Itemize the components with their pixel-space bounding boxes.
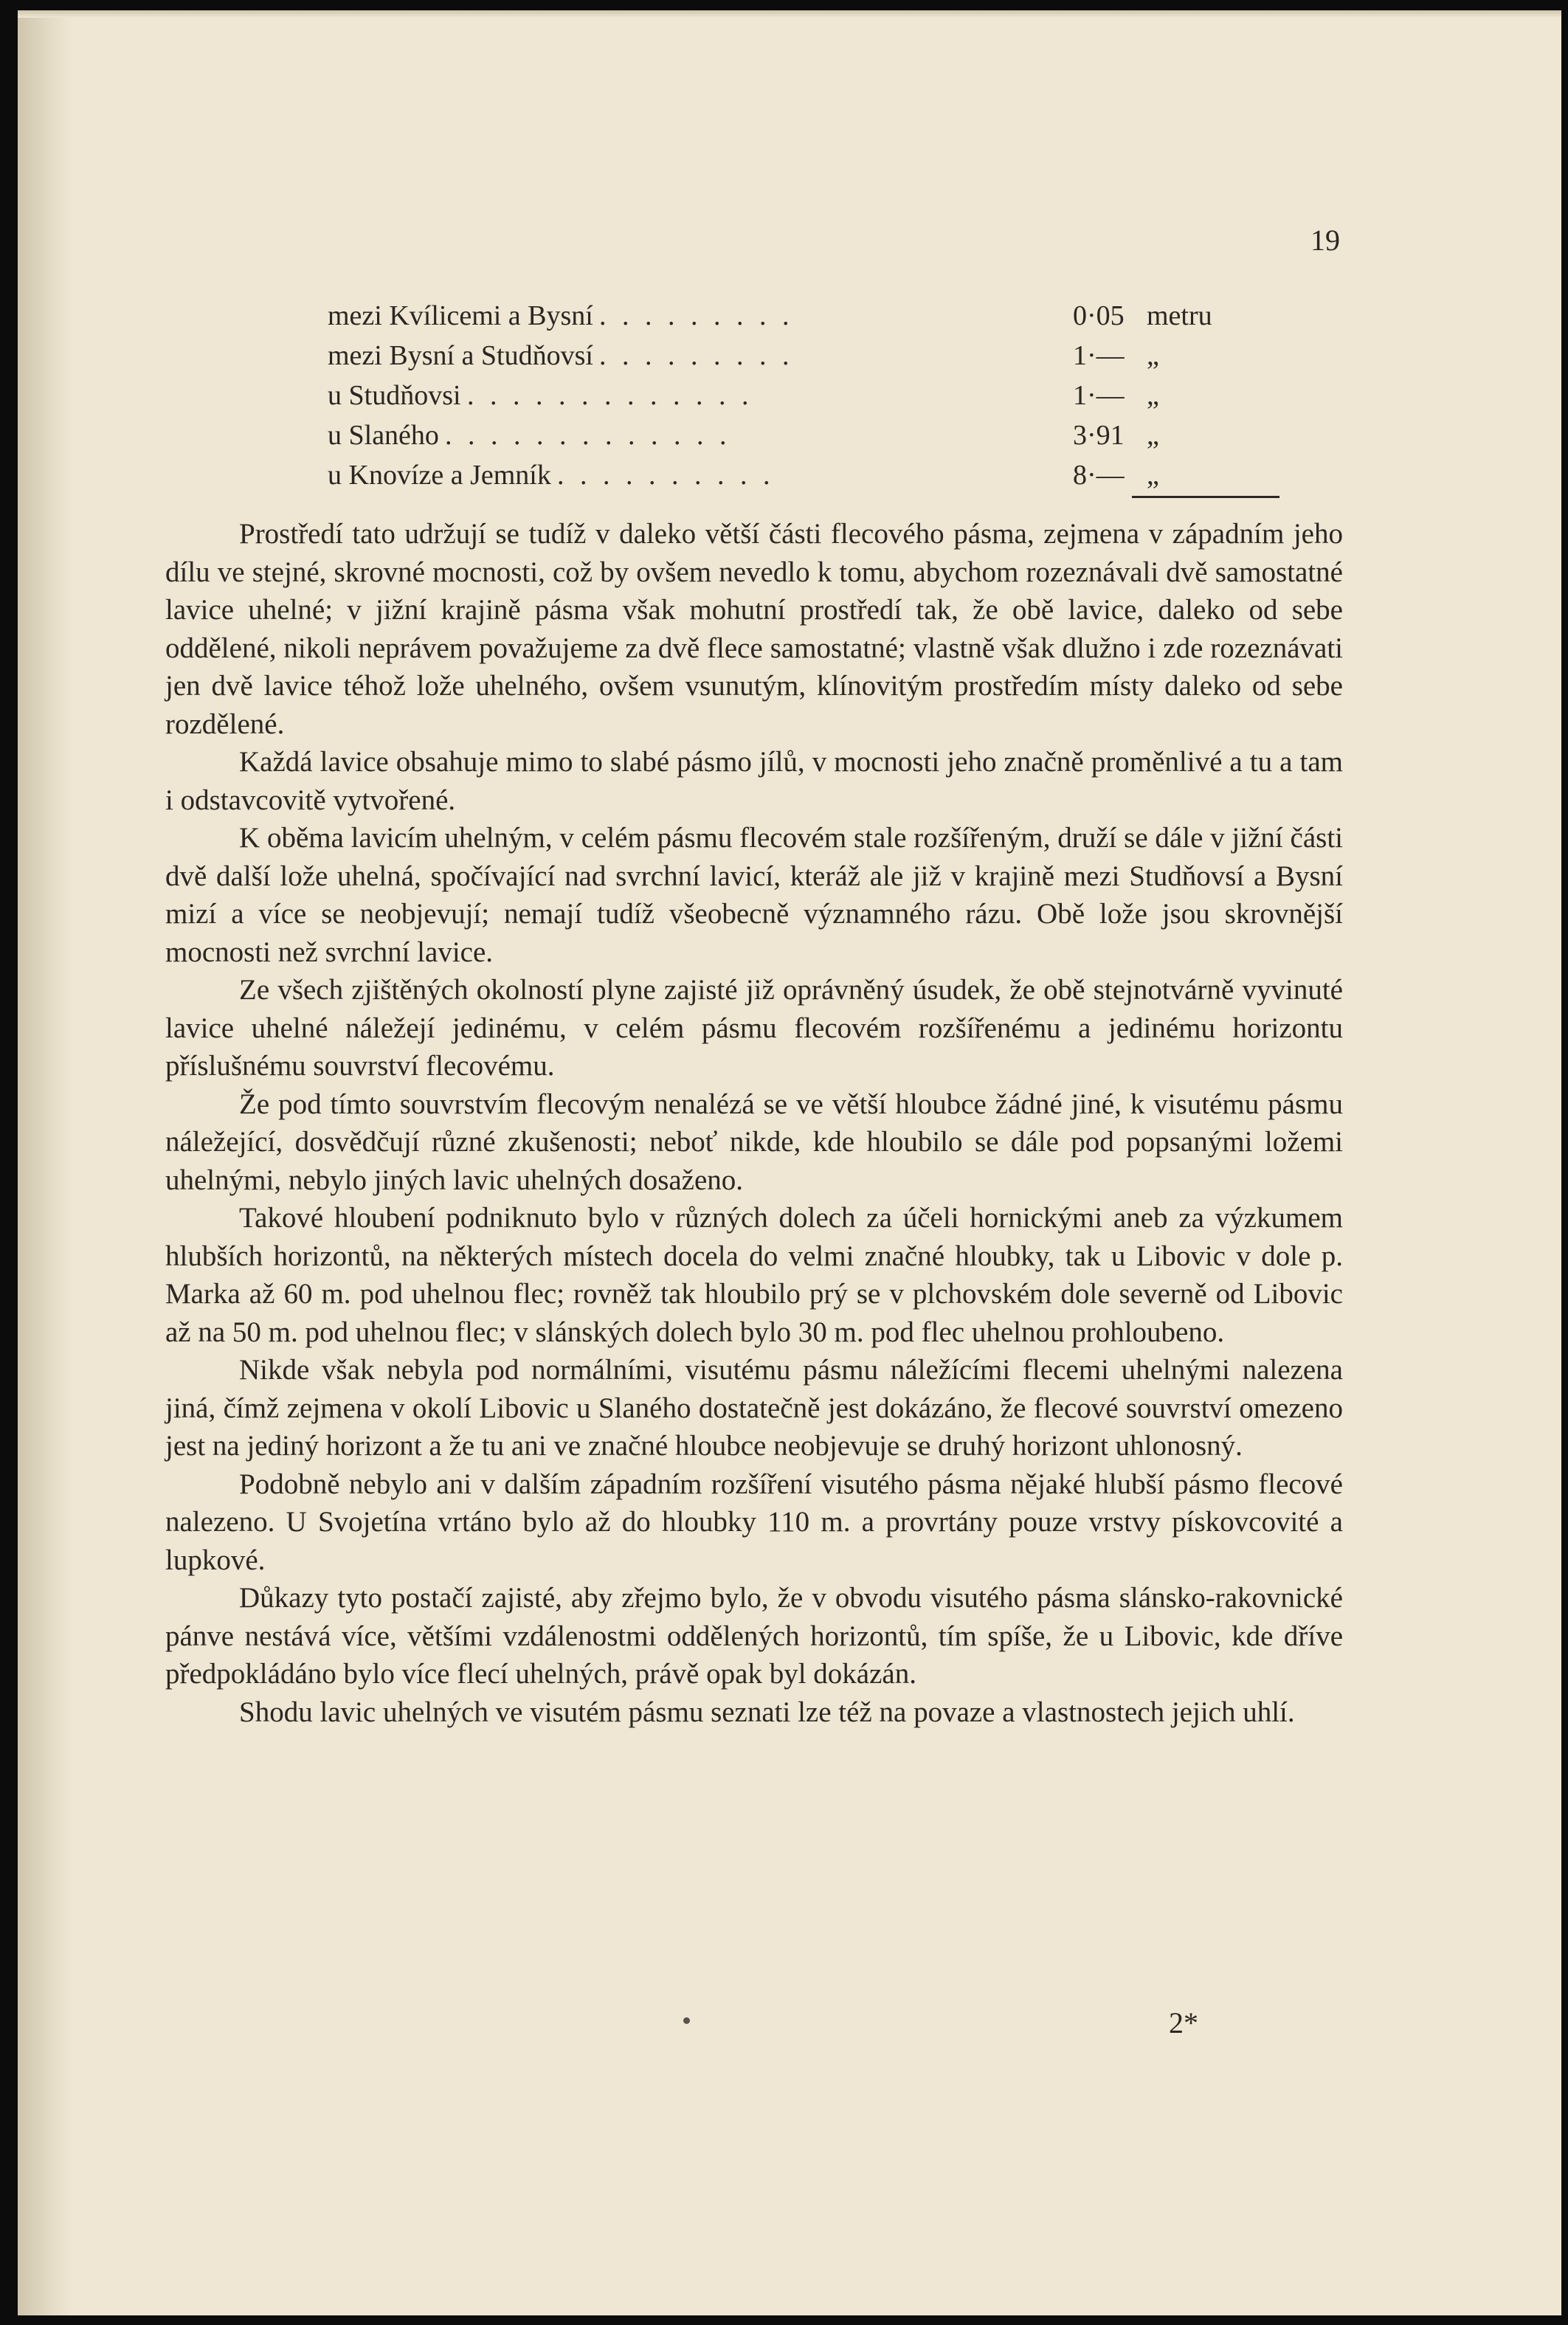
row-value: 8·— xyxy=(1073,460,1125,491)
row-place: u Slaného xyxy=(328,420,439,451)
row-unit: „ xyxy=(1147,340,1159,371)
paragraph: K oběma lavicím uhelným, v celém pásmu flecovém stale rozšířeným, druží se dále v jižní části dvě další lože uhelná, spočívající nad svrchní lavicí, kteráž ale již v krajině mezi Studňovsí a Bysní mizí a více se neobjevují; nemají tudíž všeobecně významného rázu. Obě lože jsou skrovnější mocnosti než svrchní lavice. xyxy=(165,822,1343,968)
row-value: 3·91 xyxy=(1073,420,1125,451)
paragraph: Takové hloubení podniknuto bylo v různých dolech za účeli hornickými aneb za výzkumem hlubších horizontů, na některých místech docela do velmi značné hloubky, tak u Libovic v dole p. Marka až 60 m. pod uhelnou flec; rovněž tak hloubilo prý se v plchovském dole severně od Libovic až na 50 m. pod uhelnou flec; v slánských dolech bylo 30 m. pod flec uhelnou prohloubeno. xyxy=(165,1202,1343,1348)
paragraph: Důkazy tyto postačí zajisté, aby zřejmo bylo, že v obvodu visutého pásma slánsko-rakovnické pánve nestává více, většími vzdálenostmi oddělených horizontů, tím spíše, že u Libovic, kde dříve předpokládáno bylo více flecí uhelných, právě opak byl dokázán. xyxy=(165,1582,1343,1690)
row-unit: „ xyxy=(1147,420,1159,451)
body-text xyxy=(165,515,1343,1731)
row-place: u Knovíze a Jemník xyxy=(328,460,551,491)
book-page xyxy=(18,10,1561,2315)
row-place: mezi Kvílicemi a Bysní xyxy=(328,300,593,331)
row-value: 1·— xyxy=(1073,380,1125,411)
row-leaders: . . . . . . . . . . xyxy=(557,460,775,491)
row-unit: „ xyxy=(1147,460,1159,491)
paragraph: Že pod tímto souvrstvím flecovým nenalézá se ve větší hloubce žádné jiné, k visutému pásmu náležející, dosvědčují různé zkušenosti; neboť nikde, kde hloubilo se dále pod popsanými ložemi uhelnými, nebylo jiných lavic uhelných dosaženo. xyxy=(165,1088,1343,1196)
page-top-shadow xyxy=(18,10,1561,18)
row-leaders: . . . . . . . . . . . . . xyxy=(445,420,731,451)
paragraph: Každá lavice obsahuje mimo to slabé pásmo jílů, v mocnosti jeho značně proměnlivé a tu a tam i odstavcovitě vytvořené. xyxy=(165,746,1343,816)
paragraph: Nikde však nebyla pod normálními, visutému pásmu náležícími flecemi uhelnými nalezena jiná, čímž zejmena v okolí Libovic u Slaného dostatečně jest dokázáno, že flecové souvrství omezeno jest na jediný horizont a že tu ani ve značné hloubce neobjevuje se druhý horizont uhlonosný. xyxy=(165,1354,1343,1462)
page-gutter-shadow xyxy=(18,10,72,2315)
row-unit: metru xyxy=(1147,300,1212,331)
row-place: u Studňovsi xyxy=(328,380,461,411)
row-unit: „ xyxy=(1147,380,1159,411)
paragraph: Podobně nebylo ani v dalším západním rozšíření visutého pásma nějaké hlubší pásmo flecové nalezeno. U Svojetína vrtáno bylo až do hloubky 110 m. a provrtány pouze vrstvy pískovcovité a lupkové. xyxy=(165,1468,1343,1576)
paragraph: Prostředí tato udržují se tudíž v daleko větší části flecového pásma, zejmena v západním jeho dílu ve stejné, skrovné mocnosti, což by ovšem nevedlo k tomu, abychom rozeznávali dvě samostatné lavice uhelné; v jižní krajině pásma však mohutní prostředí tak, že obě lavice, daleko od sebe oddělené, nikoli neprávem považujeme za dvě flece samostatné; vlastně však dlužno i zde rozeznávati jen dvě lavice téhož lože uhelného, ovšem vsunutým, klínovitým prostředím místy daleko od sebe rozdělené. xyxy=(165,518,1343,740)
row-place: mezi Bysní a Studňovsí xyxy=(328,340,593,371)
row-leaders: . . . . . . . . . . . . . xyxy=(467,380,753,411)
paragraph: Shodu lavic uhelných ve visutém pásmu seznati lze též na povaze a vlastnostech jejich uhlí. xyxy=(239,1696,1295,1728)
page-number: 19 xyxy=(1310,224,1340,257)
row-value: 1·— xyxy=(1073,340,1125,371)
table-rule xyxy=(1132,496,1279,498)
stray-dot xyxy=(683,2017,690,2024)
row-value: 0·05 xyxy=(1073,300,1125,331)
signature-mark: 2* xyxy=(1169,2006,1198,2039)
row-leaders: . . . . . . . . . xyxy=(599,300,794,331)
row-leaders: . . . . . . . . . xyxy=(599,340,794,371)
paragraph: Ze všech zjištěných okolností plyne zajisté již oprávněný úsudek, že obě stejnotvárně vyvinuté lavice uhelné náležejí jedinému, v celém pásmu flecovém rozšířenému a jedinému horizontu příslušnému souvrství flecovému. xyxy=(165,974,1343,1082)
